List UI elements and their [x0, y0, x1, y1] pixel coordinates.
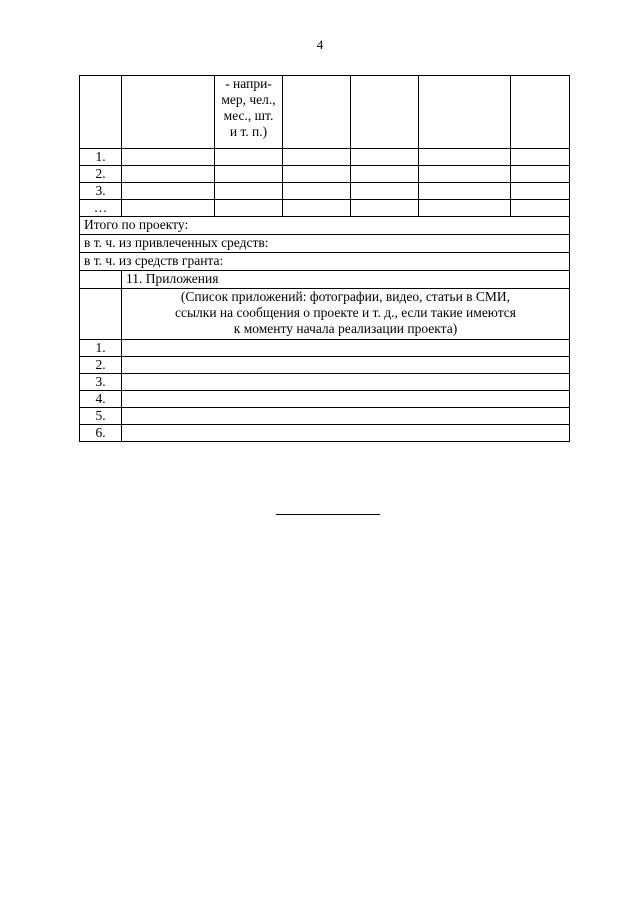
table-cell — [122, 183, 215, 200]
appendix-description-row — [80, 289, 570, 340]
table-cell — [122, 357, 570, 374]
table-cell — [122, 425, 570, 442]
end-of-document-line — [276, 514, 380, 515]
page-number: 4 — [316, 37, 324, 52]
row-number: 5. — [80, 408, 122, 425]
table-cell — [80, 289, 122, 340]
table-row — [80, 166, 570, 183]
row-number: 3. — [80, 183, 122, 200]
header-cell — [283, 76, 351, 149]
row-number: 1. — [80, 340, 122, 357]
table-cell — [122, 408, 570, 425]
grant-funds-label: в т. ч. из средств гранта: — [80, 253, 570, 271]
table-cell — [511, 183, 570, 200]
table-row — [80, 391, 570, 408]
total-label: Итого по проекту: — [80, 217, 570, 235]
table-header-row — [80, 76, 570, 149]
header-cell — [80, 76, 122, 149]
row-number: … — [80, 200, 122, 217]
table-cell — [419, 200, 511, 217]
attracted-funds-label: в т. ч. из привлеченных средств: — [80, 235, 570, 253]
table-cell — [351, 149, 419, 166]
header-cell — [122, 76, 215, 149]
table-cell — [419, 149, 511, 166]
table-cell — [80, 271, 122, 289]
table-row — [80, 408, 570, 425]
unit-note-cell: - напри- мер, чел., мес., шт. и т. п.) — [215, 76, 283, 149]
table-row — [80, 200, 570, 217]
table-cell — [283, 200, 351, 217]
table-row — [80, 425, 570, 442]
table-cell — [283, 183, 351, 200]
table-cell — [283, 166, 351, 183]
header-cell — [419, 76, 511, 149]
table-cell — [215, 200, 283, 217]
table-cell — [419, 183, 511, 200]
attracted-funds-row — [80, 235, 570, 253]
appendix-title-row — [80, 271, 570, 289]
table-row — [80, 183, 570, 200]
table-cell — [122, 374, 570, 391]
table-cell — [419, 166, 511, 183]
project-budget-table — [79, 75, 570, 442]
table-cell — [351, 200, 419, 217]
table-cell — [215, 183, 283, 200]
table-cell — [351, 183, 419, 200]
table-cell — [511, 200, 570, 217]
table-cell — [122, 149, 215, 166]
row-number: 4. — [80, 391, 122, 408]
table-cell — [351, 166, 419, 183]
table-cell — [122, 200, 215, 217]
table-cell — [122, 340, 570, 357]
row-number: 3. — [80, 374, 122, 391]
table-row — [80, 374, 570, 391]
table-cell — [283, 149, 351, 166]
table-cell — [215, 149, 283, 166]
total-row — [80, 217, 570, 235]
row-number: 6. — [80, 425, 122, 442]
table-row — [80, 149, 570, 166]
header-cell — [511, 76, 570, 149]
section-title: 11. Приложения — [122, 271, 570, 289]
appendix-description: (Список приложений: фотографии, видео, статьи в СМИ, ссылки на сообщения о проекте и т. д., если такие имеются к моменту начала реализации проекта) — [122, 289, 570, 340]
header-cell — [351, 76, 419, 149]
table-cell — [122, 166, 215, 183]
table-cell — [511, 166, 570, 183]
table-cell — [215, 166, 283, 183]
table-row — [80, 357, 570, 374]
row-number: 2. — [80, 357, 122, 374]
row-number: 2. — [80, 166, 122, 183]
grant-funds-row — [80, 253, 570, 271]
row-number: 1. — [80, 149, 122, 166]
table-row — [80, 340, 570, 357]
table-cell — [511, 149, 570, 166]
table-cell — [122, 391, 570, 408]
